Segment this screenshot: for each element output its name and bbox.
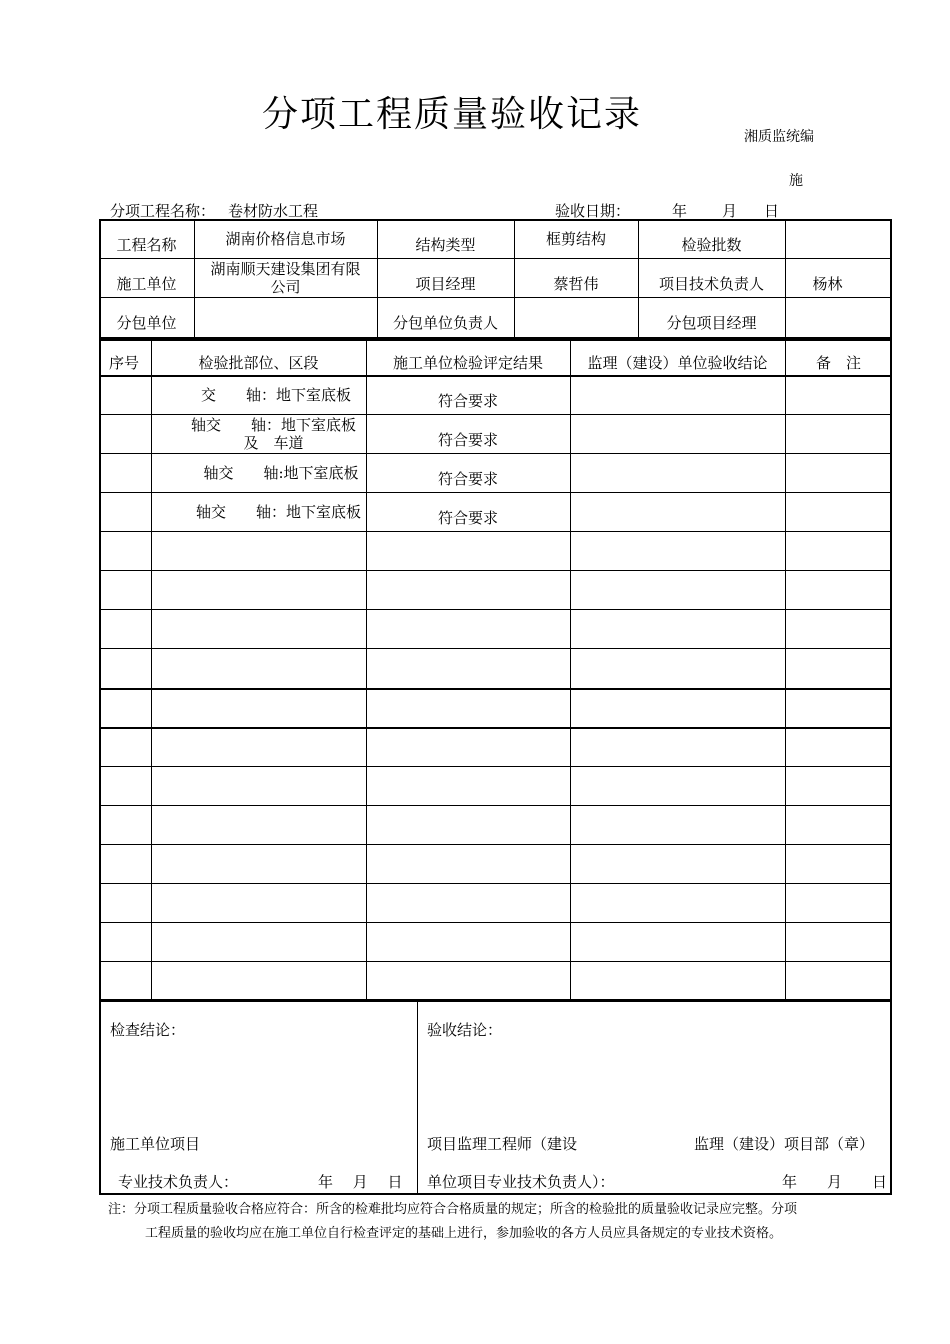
footnote-line1: 注：分项工程质量验收合格应符合：所含的检难批均应符合合格质量的规定；所含的检验批的质量验收记录应完整。分项 — [108, 1202, 798, 1217]
contractor-sign-line1: 施工单位项目 — [110, 1135, 201, 1153]
row-2-location: 轴交 轴：地下室底板及 车道 — [190, 415, 356, 452]
structure-type-value: 框剪结构 — [545, 229, 606, 248]
row-1-location: 交 轴：地下室底板 — [200, 385, 351, 404]
col-header-supervisor-result: 监理（建设）单位验收结论 — [587, 354, 768, 372]
tech-lead-label: 项目技术负责人 — [658, 274, 764, 293]
row-4-result: 符合要求 — [437, 508, 498, 527]
contractor-value: 湖南顺天建设集团有限公司 — [210, 259, 361, 296]
check-conclusion-label: 检查结论： — [110, 1021, 186, 1039]
project-name-label: 工程名称 — [116, 235, 177, 254]
form-code-suffix: 施 — [789, 173, 803, 189]
subcontractor-pm-value — [785, 297, 892, 339]
form-code: 湘质监统编 — [744, 129, 814, 145]
footnote-line2: 工程质量的验收均应在施工单位自行检查评定的基础上进行，参加验收的各方人员应具备规定的专业技术资格。 — [145, 1226, 783, 1241]
col-header-remark: 备 注 — [815, 354, 861, 372]
col-header-no: 序号 — [109, 354, 140, 372]
subcontractor-lead-label: 分包单位负责人 — [392, 313, 498, 332]
supervisor-sign-date: 年 月 日 — [782, 1173, 888, 1191]
contractor-label: 施工单位 — [116, 274, 177, 293]
acceptance-date-label: 验收日期： — [555, 202, 631, 220]
batch-count-value — [785, 219, 892, 258]
subcontractor-pm-label: 分包项目经理 — [666, 313, 757, 332]
subcontractor-value — [194, 297, 377, 339]
row-2-result: 符合要求 — [437, 430, 498, 449]
supervisor-sign-line2: 单位项目专业技术负责人）： — [427, 1173, 615, 1191]
subproject-name-value: 卷材防水工程 — [228, 202, 319, 220]
row-3-result: 符合要求 — [437, 469, 498, 488]
subproject-name-label: 分项工程名称： — [110, 202, 216, 220]
contractor-sign-line2: 专业技术负责人： — [118, 1173, 239, 1191]
row-3-location: 轴交 轴:地下室底板 — [203, 463, 359, 482]
supervisor-dept-seal: 监理（建设）项目部（章） — [694, 1135, 875, 1153]
tech-lead-value: 杨林 — [812, 274, 843, 293]
date-day: 日 — [764, 202, 780, 220]
row-1-result: 符合要求 — [437, 391, 498, 410]
contractor-sign-date: 年 月 日 — [318, 1173, 403, 1191]
date-year: 年 — [672, 202, 688, 220]
structure-type-label: 结构类型 — [415, 235, 476, 254]
project-manager-value: 蔡哲伟 — [553, 274, 599, 293]
col-header-contractor-result: 施工单位检验评定结果 — [392, 354, 543, 372]
acceptance-conclusion-label: 验收结论： — [427, 1021, 503, 1039]
batch-count-label: 检验批数 — [681, 235, 742, 254]
project-name-value: 湖南价格信息市场 — [225, 229, 346, 248]
project-manager-label: 项目经理 — [415, 274, 476, 293]
col-header-location: 检验批部位、区段 — [198, 354, 319, 372]
supervisor-sign-line1: 项目监理工程师（建设 — [427, 1135, 578, 1153]
date-month: 月 — [722, 202, 738, 220]
row-4-location: 轴交 轴：地下室底板 — [195, 502, 361, 521]
subcontractor-label: 分包单位 — [116, 313, 177, 332]
page-title: 分项工程质量验收记录 — [262, 94, 643, 135]
subcontractor-lead-value — [514, 297, 638, 339]
